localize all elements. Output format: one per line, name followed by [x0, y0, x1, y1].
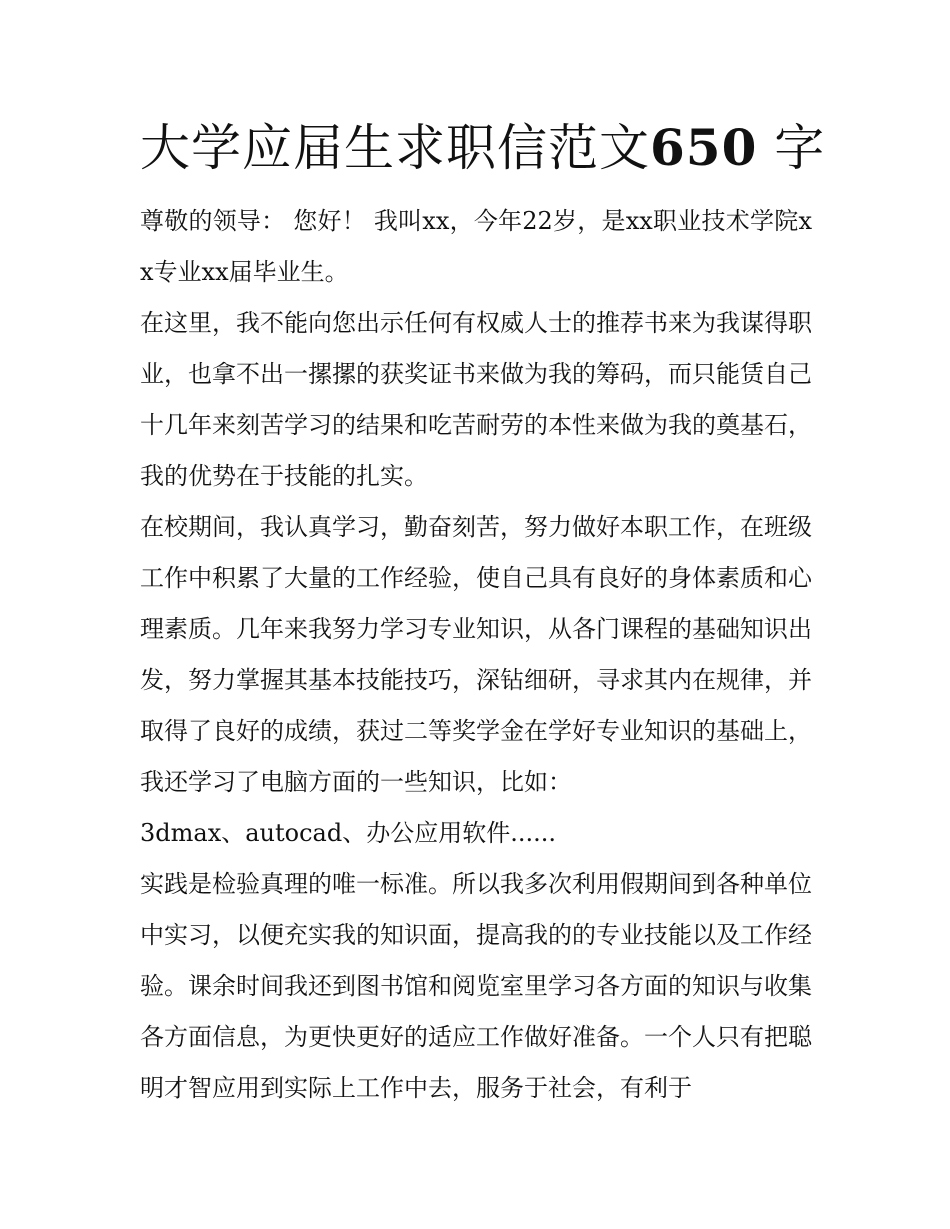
- page-title: [140, 112, 840, 184]
- paragraph-practice: 实践是检验真理的唯一标准。所以我多次利用假期间到各种单位中实习，以便充实我的知识面，提高我的的专业技能以及工作经验。课余时间我还到图书馆和阅览室里学习各方面的知识与收集各方面信息，为更快更好的适应工作做好准备。一个人只有把聪明才智应用到实际上工作中去，服务于社会，有利于: [140, 870, 812, 1102]
- paragraph-introduction: 在这里，我不能向您出示任何有权威人士的推荐书来为我谋得职业，也拿不出一摞摞的获奖证书来做为我的筹码，而只能赁自己十几年来刻苦学习的结果和吃苦耐劳的本性来做为我的奠基石，我的优势在于技能的扎实。: [140, 309, 812, 490]
- paragraph-software-skills: 3dmax、autocad、办公应用软件......: [140, 819, 556, 847]
- paragraph-school-experience: 在校期间，我认真学习，勤奋刻苦，努力做好本职工作，在班级工作中积累了大量的工作经验，使自己具有良好的身体素质和心理素质。几年来我努力学习专业知识，从各门课程的基础知识出发，努力掌握其基本技能技巧，深钻细研，寻求其内在规律，并取得了良好的成绩，获过二等奖学金在学好专业知识的基础上，我还学习了电脑方面的一些知识，比如：: [140, 513, 812, 796]
- paragraph-greeting: 尊敬的领导： 您好！ 我叫xx，今年22岁，是xx职业技术学院xx专业xx届毕业生。: [140, 207, 812, 286]
- title-number: 650: [650, 118, 758, 177]
- title-suffix: 字: [774, 119, 826, 177]
- title-text: 大学应届生求职信范文: [140, 119, 650, 177]
- letter-body: [140, 196, 812, 1114]
